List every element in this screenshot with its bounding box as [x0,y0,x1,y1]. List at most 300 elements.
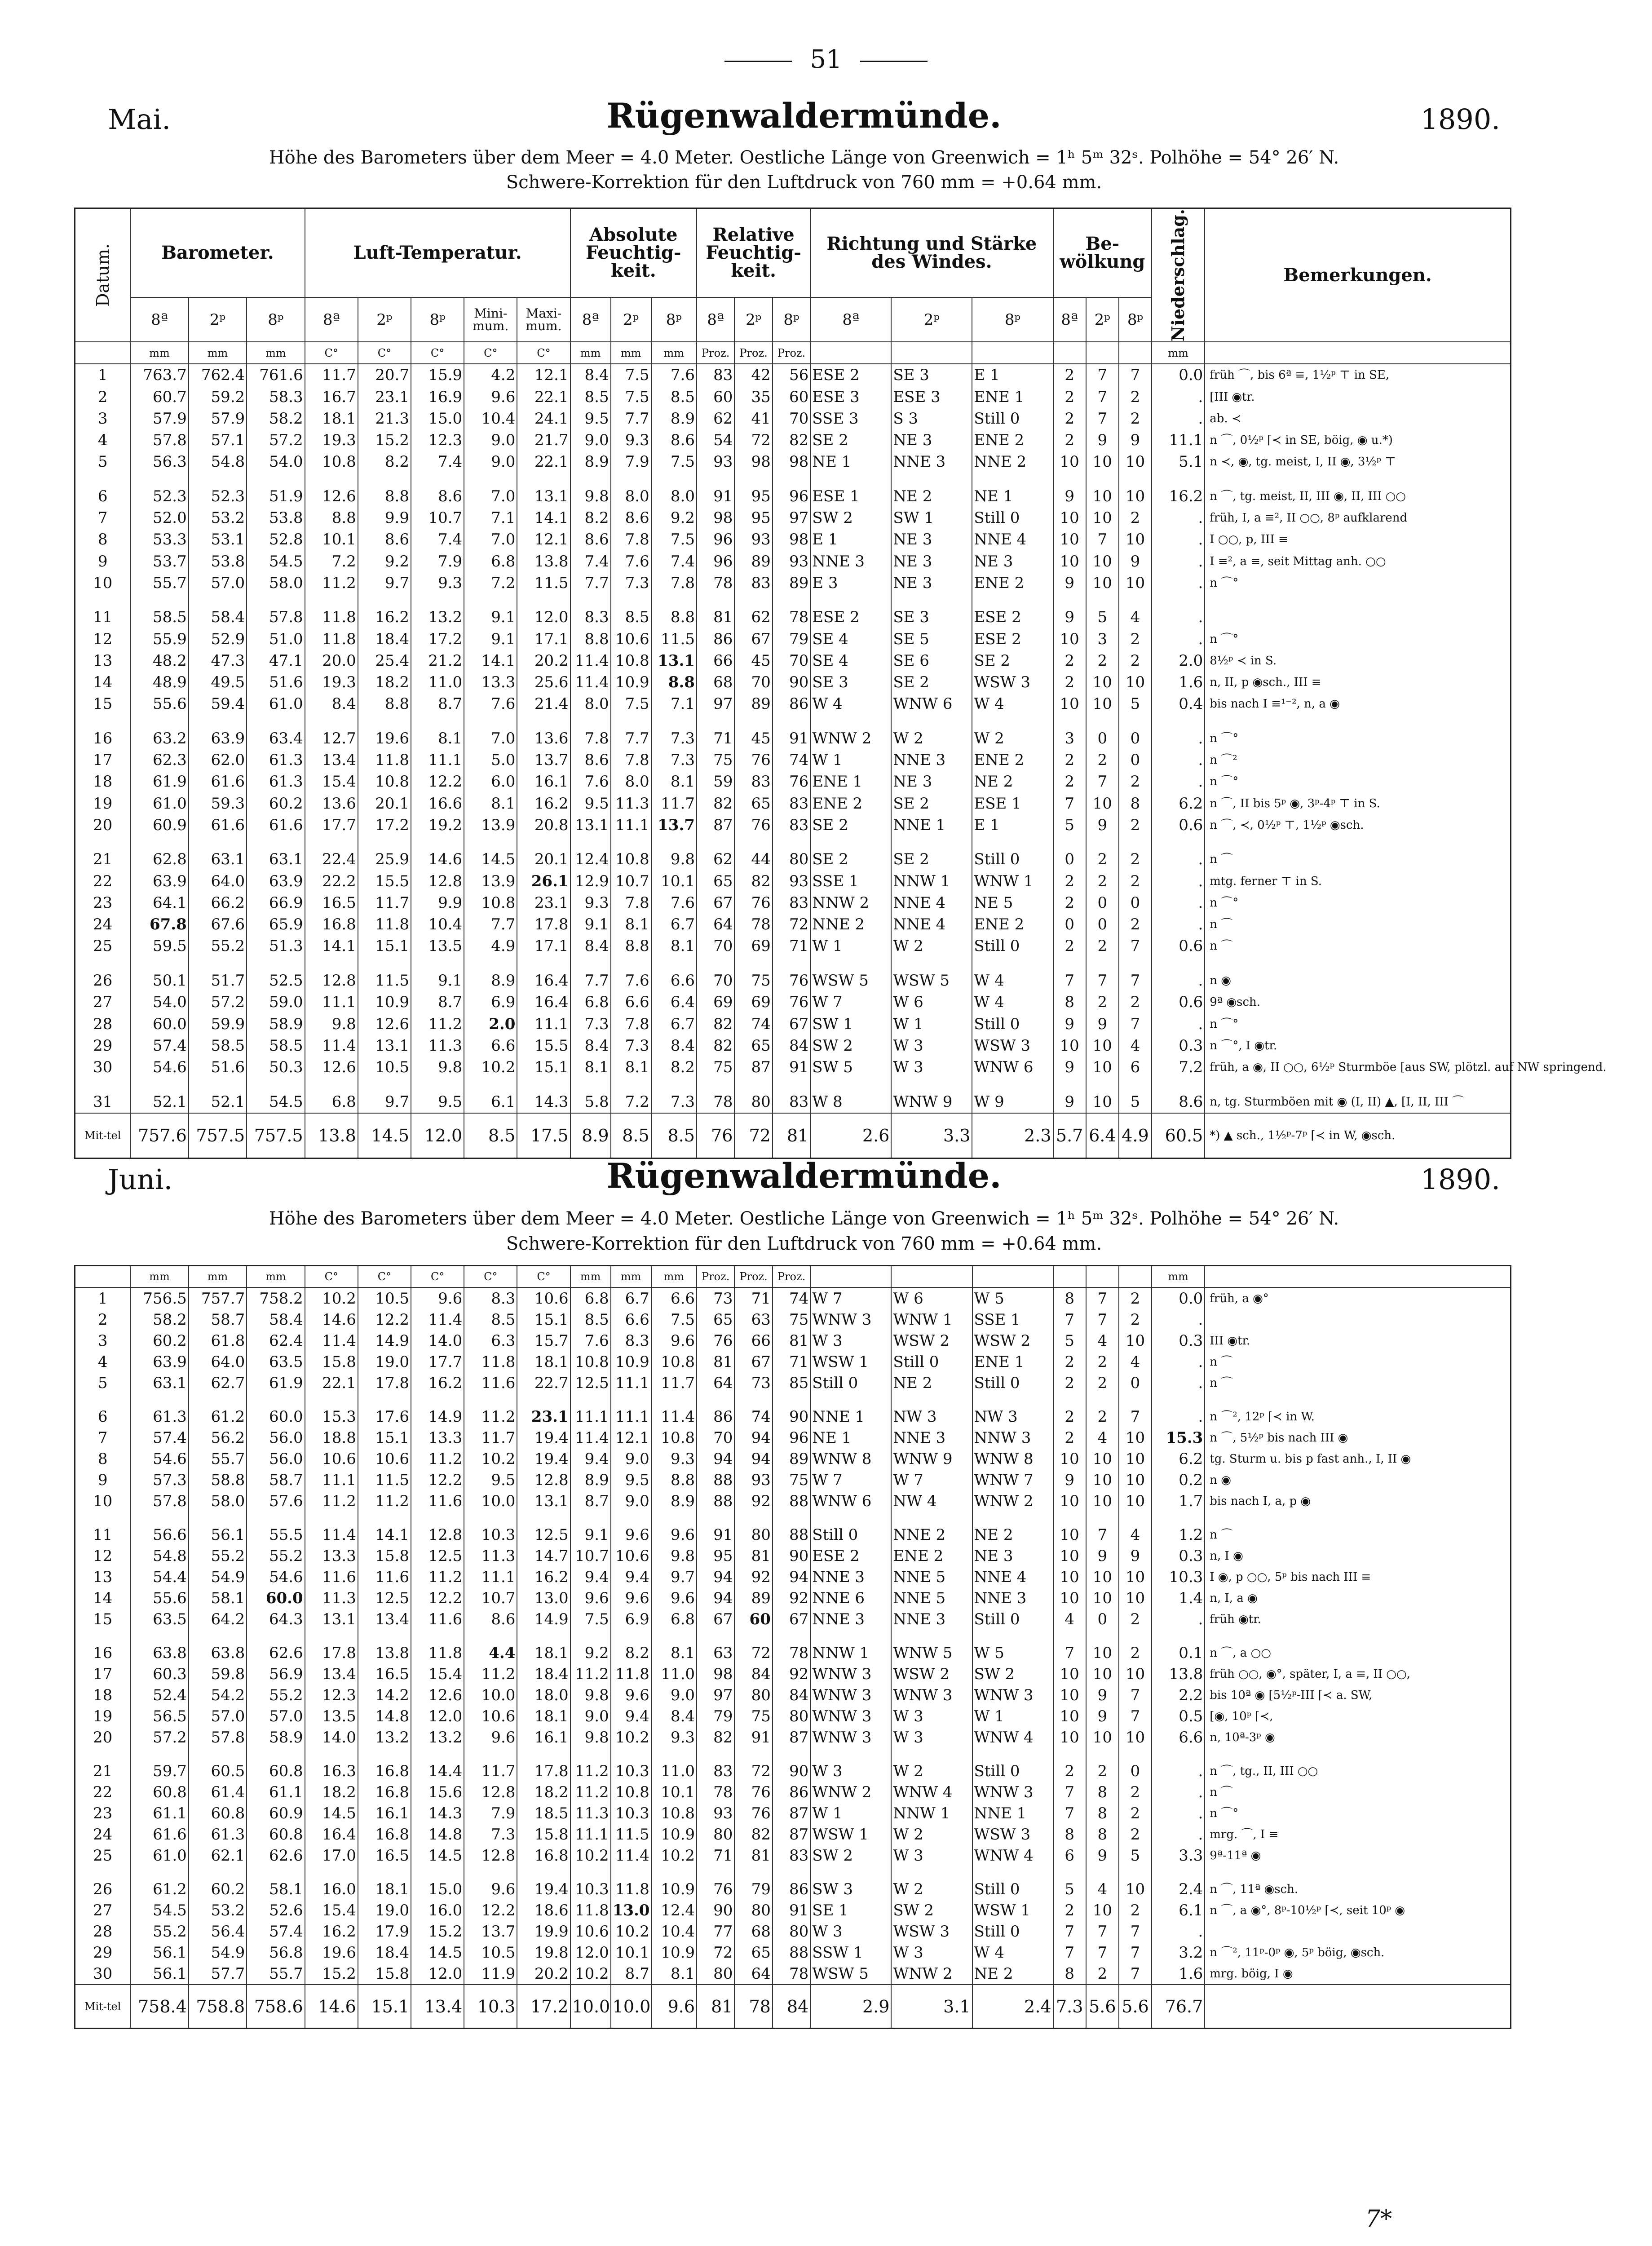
remark-cell: I ≡², a ≡, seit Mittag anh. ○○ [1205,550,1511,572]
data-cell: 65 [697,1309,734,1330]
table-row [75,429,1511,451]
data-cell: 10 [1086,1630,1119,1663]
data-cell: 15.8 [358,1963,411,1985]
mean-cell: 5.6 [1086,1985,1119,2029]
data-cell: 6.7 [611,1287,651,1309]
data-cell: 7 [1119,1684,1152,1706]
data-cell: 2 [1053,1427,1086,1448]
data-cell: 10 [1053,693,1086,715]
june-location-line: Höhe des Barometers über dem Meer = 4.0 Meter. Oestliche Länge von Greenwich = 1ʰ 5ᵐ 32ˢ. Polhöhe = 54° 26′ N. [269,1208,1339,1229]
data-cell: ESE 1 [810,473,891,507]
data-cell: 9.6 [651,1587,697,1609]
data-cell: WNW 2 [891,1963,972,1985]
data-cell: 2 [1053,892,1086,914]
remark-cell: tg. Sturm u. bis p fast anh., I, II ◉ [1205,1448,1511,1469]
data-cell: 8 [1119,793,1152,814]
mean-row [75,1113,1511,1158]
data-cell: 61.0 [130,1845,188,1866]
date-cell: 29 [93,1036,113,1055]
data-cell: 10.8 [464,892,517,914]
data-cell: 10 [1053,451,1086,473]
data-cell: NE 3 [891,429,972,451]
remark-cell: n ⌒, ≺, 0½ᵖ ⊤, 1½ᵖ ◉sch. [1205,814,1511,836]
data-cell: 9.4 [611,1706,651,1727]
remark-cell: n ⌒° [1205,572,1511,594]
data-cell: 5 [1053,1866,1086,1900]
data-cell: 63.9 [189,715,247,749]
data-cell: W 2 [891,715,972,749]
data-cell: Still 0 [972,836,1053,871]
data-cell: 7 [1119,1963,1152,1985]
data-cell: 7.3 [651,1078,697,1113]
data-cell: 55.2 [247,1545,305,1566]
table-row [75,1490,1511,1512]
data-cell: 71 [734,1287,772,1309]
mean-cell: 84 [773,1985,810,2029]
data-cell: 57.2 [189,991,247,1013]
data-cell: E 1 [972,814,1053,836]
data-cell: 62.7 [189,1372,247,1393]
data-cell: 81 [697,594,734,628]
table-row [75,1309,1511,1330]
data-cell: 56.1 [130,1942,188,1963]
data-cell: 7.2 [464,572,517,594]
data-cell: SE 2 [810,429,891,451]
data-cell: WNW 4 [891,1782,972,1803]
data-cell: 10.0 [464,1490,517,1512]
data-cell: 6.6 [464,1035,517,1057]
data-cell: 60.8 [189,1803,247,1824]
data-cell: WNW 2 [972,1490,1053,1512]
data-cell: 56.3 [130,451,188,473]
data-cell: NNE 3 [810,550,891,572]
sub-8a: 8ª [810,297,891,342]
table-row [75,594,1511,628]
data-cell: 10.3 [1152,1566,1205,1587]
data-cell: 10.3 [464,1512,517,1545]
data-cell: 48.9 [130,672,188,693]
data-cell: . [1152,715,1205,749]
data-cell: 5 [1119,1845,1152,1866]
date-cell: 25 [93,1846,113,1865]
data-cell: 62.4 [247,1330,305,1351]
data-cell: 9 [1086,1706,1119,1727]
data-cell: 16.2 [305,1921,358,1942]
data-cell: 7.8 [611,1013,651,1035]
date-cell: 18 [93,773,113,791]
remark-cell: früh ⌒, bis 6ª ≡, 1½ᵖ ⊤ in SE, [1205,364,1511,386]
data-cell: 22.4 [305,836,358,871]
data-cell: 2 [1053,364,1086,386]
data-cell: 19.6 [358,715,411,749]
data-cell: 2 [1119,650,1152,672]
unit-cell [810,1266,891,1288]
data-cell: WSW 1 [810,1351,891,1372]
unit-cell [1053,1266,1086,1288]
data-cell: 9.3 [570,892,611,914]
remark-cell: I ◉, p ○○, 5ᵖ bis nach III ≡ [1205,1566,1511,1587]
data-cell: 7 [1119,935,1152,957]
data-cell: 15.0 [411,1866,464,1900]
data-cell: SE 1 [810,1900,891,1921]
data-cell: 64.0 [189,871,247,892]
data-cell: WSW 3 [972,672,1053,693]
data-cell: 8.1 [651,935,697,957]
data-cell: 58.3 [247,386,305,408]
data-cell: 80 [773,1706,810,1727]
data-cell: 61.0 [247,693,305,715]
remark-cell: mtg. ferner ⊤ in S. [1205,871,1511,892]
data-cell: 13.9 [464,814,517,836]
table-row [75,1427,1511,1448]
data-cell: 62.3 [130,749,188,771]
data-cell: 7.2 [1152,1057,1205,1078]
data-cell: 80 [773,1921,810,1942]
data-cell: 10 [1119,572,1152,594]
data-cell: 17.7 [305,814,358,836]
data-cell: 52.9 [189,628,247,650]
data-cell: 10.2 [464,1057,517,1078]
unit-cell: mm [611,342,651,364]
mean-cell: 8.5 [464,1113,517,1158]
data-cell: 9.8 [651,1545,697,1566]
data-cell: NW 3 [891,1393,972,1427]
data-cell: 75 [773,1469,810,1490]
mean-cell: 5.6 [1119,1985,1152,2029]
data-cell: 7.5 [651,529,697,550]
data-cell: 758.2 [247,1287,305,1309]
unit-cell [1053,342,1086,364]
mean-cell: 72 [734,1113,772,1158]
data-cell: 61.3 [130,1393,188,1427]
data-cell: 9 [1053,572,1086,594]
data-cell: 8.9 [651,408,697,429]
data-cell: 12.1 [611,1427,651,1448]
data-cell: 18.1 [358,1866,411,1900]
data-cell: 75 [697,1057,734,1078]
data-cell: 8.9 [570,1469,611,1490]
data-cell: 10 [1086,473,1119,507]
data-cell: 10 [1086,1490,1119,1512]
data-cell: 88 [773,1512,810,1545]
data-cell: 7 [1086,529,1119,550]
date-cell: 28 [93,1922,113,1941]
data-cell: 59.2 [189,386,247,408]
data-cell: 71 [697,1845,734,1866]
data-cell: 52.1 [189,1078,247,1113]
data-cell: 2 [1053,1748,1086,1782]
data-cell: 89 [734,693,772,715]
data-cell: 17.8 [517,1748,570,1782]
data-cell: WNW 3 [810,1706,891,1727]
unit-cell: C° [358,342,411,364]
data-cell: 93 [773,550,810,572]
data-cell: 4 [1119,1351,1152,1372]
data-cell: NW 3 [972,1393,1053,1427]
data-cell: 10.2 [305,1287,358,1309]
data-cell: 10 [1119,1663,1152,1684]
data-cell: 61.4 [189,1782,247,1803]
unit-cell: mm [1152,342,1205,364]
data-cell: 15.2 [358,429,411,451]
sub-2p: 2ᵖ [611,297,651,342]
data-cell: 10 [1086,793,1119,814]
table-row [75,1351,1511,1372]
may-correction-line: Schwere-Korrektion für den Luftdruck von 760 mm = +0.64 mm. [506,172,1102,193]
data-cell: 56.8 [247,1942,305,1963]
data-cell: 98 [734,451,772,473]
date-cell: 25 [93,937,113,955]
data-cell: 12.6 [358,1013,411,1035]
data-cell: 63.9 [247,871,305,892]
data-cell: 22.1 [517,451,570,473]
data-cell: 8.4 [651,1706,697,1727]
data-cell: 60.7 [130,386,188,408]
data-cell: 10.6 [570,1921,611,1942]
data-cell: 2 [1119,1287,1152,1309]
data-cell: 9.6 [611,1684,651,1706]
table-row [75,386,1511,408]
data-cell: 12.4 [651,1900,697,1921]
data-cell: 17.2 [411,628,464,650]
data-cell: 54.8 [130,1545,188,1566]
data-cell: 20.7 [358,364,411,386]
data-cell: 19.4 [517,1448,570,1469]
june-table [74,1265,1511,2029]
data-cell: 76 [734,814,772,836]
data-cell: 16.4 [517,957,570,991]
data-cell: 15.3 [305,1393,358,1427]
data-cell: ESE 2 [810,364,891,386]
data-cell: 4 [1086,1330,1119,1351]
data-cell: 76 [697,1866,734,1900]
data-cell: SW 2 [891,1900,972,1921]
data-cell: 7 [1119,1921,1152,1942]
data-cell: 49.5 [189,672,247,693]
table-row [75,473,1511,507]
data-cell: 9.7 [358,1078,411,1113]
data-cell: 21.4 [517,693,570,715]
data-cell: 59.8 [189,1663,247,1684]
data-cell: ESE 3 [810,386,891,408]
sub-minimum: Mini-mum. [464,297,517,342]
data-cell: 10.2 [611,1921,651,1942]
date-cell: 17 [93,1665,113,1683]
data-cell: 11.6 [358,1566,411,1587]
data-cell: 9.5 [411,1078,464,1113]
sub-2p: 2ᵖ [189,297,247,342]
data-cell: 8.1 [411,715,464,749]
date-cell: 9 [97,552,108,570]
data-cell: 54.9 [189,1942,247,1963]
data-cell: 12.0 [570,1942,611,1963]
data-cell: 14.1 [464,650,517,672]
data-cell: 61.6 [189,771,247,792]
table-row [75,836,1511,871]
data-cell: 20.1 [358,793,411,814]
data-cell: 8.6 [651,429,697,451]
data-cell: 10.6 [611,1545,651,1566]
unit-cell [1205,1266,1511,1288]
data-cell: 13.5 [411,935,464,957]
data-cell: 11.6 [411,1490,464,1512]
data-cell: NNW 2 [810,892,891,914]
data-cell: 45 [734,650,772,672]
data-cell: ENE 2 [972,429,1053,451]
data-cell: 14.6 [411,836,464,871]
table-row [75,550,1511,572]
mean-cell: 60.5 [1152,1113,1205,1158]
data-cell: 10.0 [464,1684,517,1706]
data-cell: 25.4 [358,650,411,672]
data-cell: 10.6 [305,1448,358,1469]
data-cell: 0 [1053,836,1086,871]
table-row [75,1013,1511,1035]
sub-8a: 8ª [305,297,358,342]
data-cell: 18.4 [517,1663,570,1684]
data-cell: WNW 1 [972,871,1053,892]
data-cell: 19.3 [305,429,358,451]
data-cell: 12.2 [411,771,464,792]
unit-cell: C° [464,1266,517,1288]
data-cell: 8.7 [411,991,464,1013]
data-cell: 93 [734,529,772,550]
data-cell: 4.9 [464,935,517,957]
data-cell: 98 [697,507,734,529]
data-cell: 11.7 [464,1427,517,1448]
unit-cell: mm [570,342,611,364]
data-cell: 60.9 [247,1803,305,1824]
remark-cell: n ⌒ [1205,935,1511,957]
data-cell: 69 [734,991,772,1013]
data-cell: 71 [697,715,734,749]
data-cell: 20.8 [517,814,570,836]
table-row [75,771,1511,792]
data-cell: 18.1 [305,408,358,429]
data-cell: 7.7 [570,957,611,991]
sub-8p: 8ᵖ [651,297,697,342]
data-cell: 2 [1086,1393,1119,1427]
data-cell: 11.7 [651,793,697,814]
data-cell: 13.1 [517,1490,570,1512]
data-cell: 97 [697,1684,734,1706]
data-cell: . [1152,957,1205,991]
data-cell: 55.2 [189,935,247,957]
data-cell: 10.3 [611,1803,651,1824]
date-cell: 20 [93,816,113,834]
data-cell: NE 2 [891,1372,972,1393]
data-cell: 2 [1119,1824,1152,1845]
mean-cell: 10.3 [464,1985,517,2029]
data-cell: 53.8 [247,507,305,529]
data-cell: 87 [734,1057,772,1078]
data-cell: 96 [697,529,734,550]
date-cell: 28 [93,1015,113,1033]
data-cell: 2 [1119,836,1152,871]
data-cell: 10 [1119,473,1152,507]
data-cell: 93 [697,1803,734,1824]
data-cell: 13.6 [305,793,358,814]
data-cell: 8.1 [611,1057,651,1078]
data-cell: 57.8 [247,594,305,628]
data-cell: SSE 1 [972,1309,1053,1330]
data-cell: 17.8 [358,1372,411,1393]
data-cell: 73 [734,1372,772,1393]
data-cell: E 3 [810,572,891,594]
data-cell: 94 [734,1427,772,1448]
may-month: Mai. [108,103,171,136]
data-cell: 6.4 [651,991,697,1013]
data-cell: NNE 1 [810,1393,891,1427]
data-cell: 16.5 [358,1845,411,1866]
data-cell: 10.5 [464,1942,517,1963]
sub-2p: 2ᵖ [891,297,972,342]
data-cell: 54.6 [130,1057,188,1078]
data-cell: 11.6 [464,1372,517,1393]
data-cell: 91 [734,1727,772,1748]
data-cell: NNE 3 [891,1427,972,1448]
data-cell: 14.9 [358,1330,411,1351]
mean-cell: 7.3 [1053,1985,1086,2029]
data-cell: 35 [734,386,772,408]
data-cell: W 3 [891,1057,972,1078]
data-cell: 9.5 [464,1469,517,1490]
data-cell: 19.0 [358,1900,411,1921]
data-cell: 6.1 [1152,1900,1205,1921]
data-cell: SE 3 [810,672,891,693]
data-cell: 7 [1119,1942,1152,1963]
data-cell: W 7 [891,1469,972,1490]
remark-cell: n ⌒° [1205,715,1511,749]
data-cell: 11.6 [305,1566,358,1587]
data-cell: 7 [1053,1782,1086,1803]
data-cell: 14.2 [358,1684,411,1706]
data-cell: 57.2 [247,429,305,451]
mean-cell: 13.4 [411,1985,464,2029]
data-cell: NNE 2 [810,914,891,935]
data-cell: 82 [697,1035,734,1057]
data-cell: 2 [1086,650,1119,672]
data-cell: 57.2 [130,1727,188,1748]
data-cell: Still 0 [972,1372,1053,1393]
table-row [75,1609,1511,1630]
data-cell: W 5 [972,1630,1053,1663]
unit-cell [75,342,131,364]
data-cell: 14.5 [305,1803,358,1824]
mean-cell: 10.0 [611,1985,651,2029]
data-cell: 7.6 [570,1330,611,1351]
data-cell: 7.5 [611,693,651,715]
data-cell: 14.8 [411,1824,464,1845]
data-cell: 7.4 [411,451,464,473]
data-cell: 82 [697,1727,734,1748]
data-cell: NNE 1 [891,814,972,836]
data-cell: 19.8 [517,1942,570,1963]
data-cell: NE 2 [891,473,972,507]
data-cell: 9 [1119,429,1152,451]
data-cell: 10 [1119,1427,1152,1448]
data-cell: Still 0 [972,507,1053,529]
data-cell: 9.6 [464,386,517,408]
unit-cell: mm [189,342,247,364]
data-cell: WSW 5 [810,957,891,991]
data-cell: 12.0 [411,1963,464,1985]
data-cell: 86 [697,628,734,650]
data-cell: 57.4 [247,1921,305,1942]
data-cell: WNW 4 [972,1727,1053,1748]
date-cell: 19 [93,1707,113,1725]
data-cell: WNW 3 [810,1663,891,1684]
